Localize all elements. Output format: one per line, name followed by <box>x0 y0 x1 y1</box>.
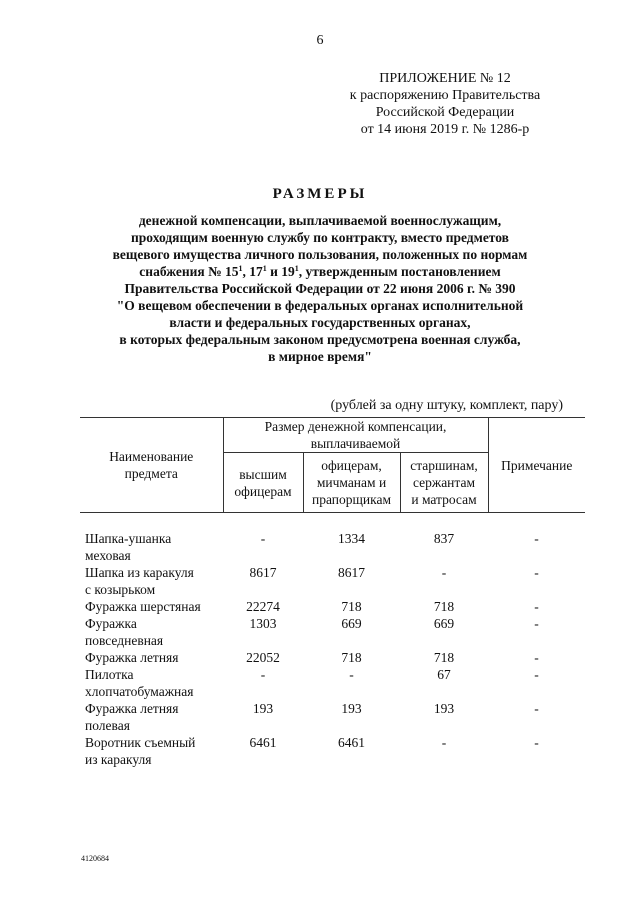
value-officers: 6461 <box>338 735 365 750</box>
header-note: Примечание <box>488 418 585 513</box>
value-sergeants: 669 <box>433 616 455 631</box>
norms-text: , 17 <box>242 264 263 279</box>
value-officers: 669 <box>341 616 362 631</box>
value-sergeants: - <box>441 565 447 580</box>
subheading-line: вещевого имущества личного пользования, положенных по нормам <box>112 247 528 262</box>
norms-text: и 19 <box>266 264 295 279</box>
norms-superscript: 1 <box>238 264 243 273</box>
appendix-line: от 14 июня 2019 г. № 1286-р <box>360 122 530 137</box>
header-senior-officers: высшим офицерам <box>223 453 303 513</box>
item-name: Фуражка летняя <box>85 650 179 665</box>
value-sergeants: 718 <box>433 599 455 614</box>
value-note: - <box>534 667 539 682</box>
table-row <box>80 734 585 768</box>
value-officers: 1334 <box>338 531 365 546</box>
item-name: Воротник съемный из каракуля <box>85 735 196 767</box>
value-officers: 718 <box>341 599 362 614</box>
norms-text: снабжения № 15 <box>139 264 239 279</box>
value-note: - <box>534 650 539 665</box>
units-note: (рублей за одну штуку, комплект, пару) <box>330 398 563 413</box>
norms-superscript: 1 <box>262 264 267 273</box>
document-heading: РАЗМЕРЫ <box>272 186 368 202</box>
value-senior: 22052 <box>246 650 280 665</box>
subheading-line: проходящим военную службу по контракту, вместо предметов <box>131 230 509 245</box>
item-name: Пилотка хлопчатобумажная <box>85 667 194 699</box>
value-senior: - <box>260 667 266 682</box>
value-sergeants: 718 <box>433 650 455 665</box>
appendix-block <box>330 70 560 138</box>
value-sergeants: 67 <box>437 667 451 682</box>
subheading-line: в которых федеральным законом предусмотрена военная служба, <box>119 332 521 347</box>
value-officers: 8617 <box>338 565 365 580</box>
header-officers: офицерам, мичманам и прапорщикам <box>303 453 400 513</box>
value-note: - <box>534 735 539 750</box>
value-sergeants: - <box>441 735 447 750</box>
subheading-line: денежной компенсации, выплачиваемой военнослужащим, <box>138 213 502 228</box>
value-senior: 6461 <box>249 735 277 750</box>
header-sergeants: старшинам, сержантам и матросам <box>400 453 488 513</box>
appendix-line: Российской Федерации <box>375 105 515 120</box>
table-row <box>80 598 585 615</box>
document-code: 4120684 <box>81 854 109 863</box>
table-row <box>80 700 585 734</box>
item-name: Шапка-ушанка меховая <box>85 531 172 563</box>
value-senior: 1303 <box>249 616 277 631</box>
value-sergeants: 837 <box>433 531 455 546</box>
document-subheading <box>80 212 560 365</box>
value-note: - <box>534 616 539 631</box>
value-officers: 718 <box>341 650 362 665</box>
value-senior: - <box>260 531 266 546</box>
value-note: - <box>534 565 539 580</box>
subheading-line: Правительства Российской Федерации от 22 июня 2006 г. № 390 <box>124 281 516 296</box>
table-row <box>80 615 585 649</box>
value-note: - <box>534 531 539 546</box>
table-row <box>80 530 585 564</box>
item-name: Шапка из каракуля с козырьком <box>85 565 194 597</box>
item-name: Фуражка шерстяная <box>85 599 201 614</box>
subheading-line-norms <box>80 263 560 280</box>
item-name: Фуражка летняя полевая <box>85 701 179 733</box>
value-note: - <box>534 599 539 614</box>
value-officers: - <box>349 667 354 682</box>
table-row <box>80 666 585 700</box>
subheading-line: "О вещевом обеспечении в федеральных органах исполнительной <box>116 298 524 313</box>
appendix-title: ПРИЛОЖЕНИЕ № 12 <box>379 71 511 86</box>
subheading-line: в мирное время" <box>268 349 372 364</box>
page-number: 6 <box>316 33 324 48</box>
norms-superscript: 1 <box>294 264 299 273</box>
table-row <box>80 649 585 666</box>
value-note: - <box>534 701 539 716</box>
value-senior: 8617 <box>249 565 277 580</box>
value-sergeants: 193 <box>433 701 455 716</box>
value-senior: 193 <box>252 701 274 716</box>
norms-text: , утвержденным постановлением <box>298 264 501 279</box>
value-senior: 22274 <box>246 599 280 614</box>
table-row <box>80 564 585 598</box>
appendix-line: к распоряжению Правительства <box>349 88 541 103</box>
subheading-line: власти и федеральных государственных органах, <box>169 315 471 330</box>
header-item-name: Наименование предмета <box>80 418 223 513</box>
compensation-table <box>80 417 585 768</box>
value-officers: 193 <box>341 701 362 716</box>
header-compensation-group: Размер денежной компенсации, выплачиваемой <box>223 418 488 453</box>
item-name: Фуражка повседневная <box>85 616 164 648</box>
